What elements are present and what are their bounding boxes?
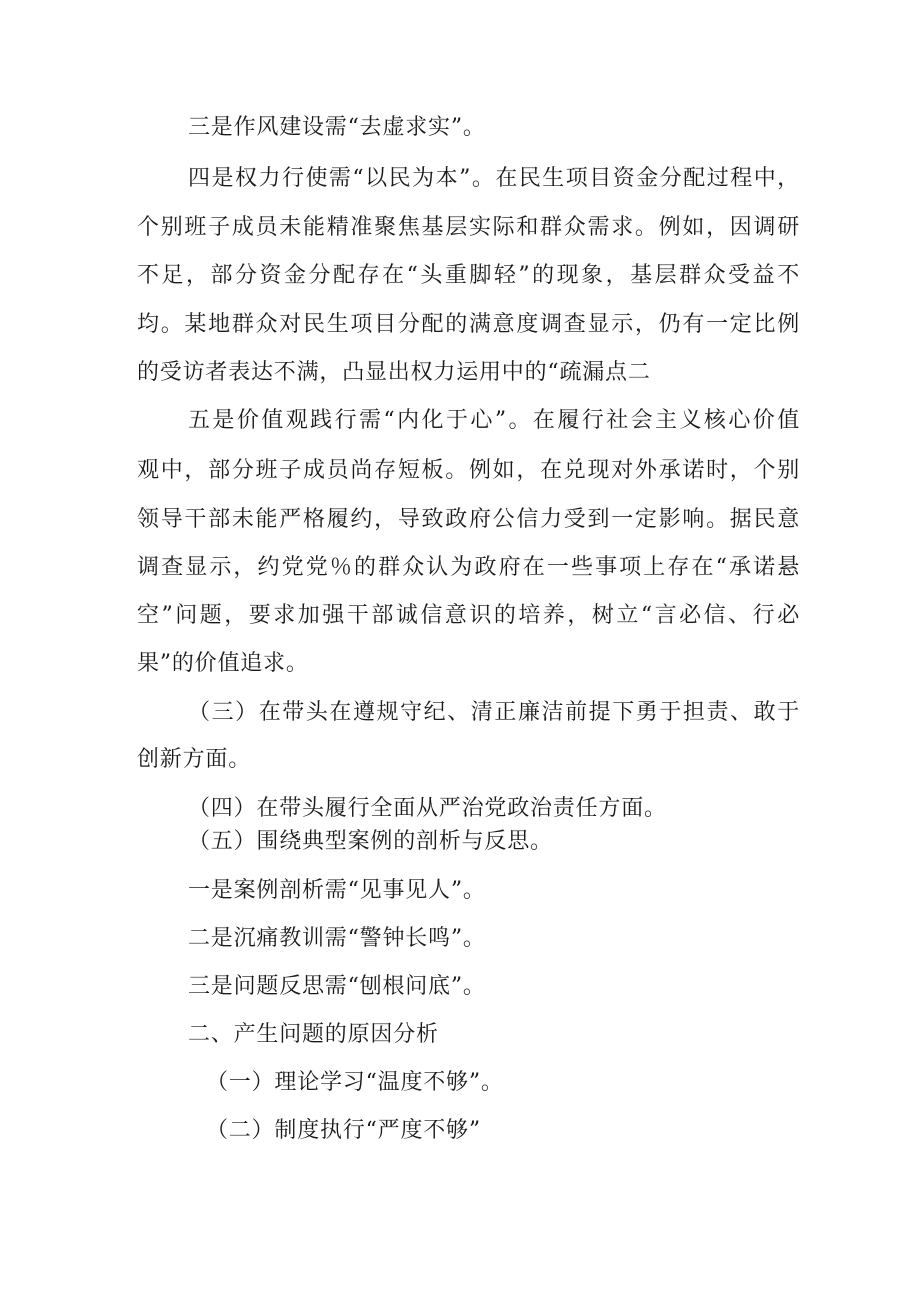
item-lessons: 二是沉痛教训需“警钟长鸣”。 (188, 926, 486, 951)
item-case-analysis: 一是案例剖析需“见事见人”。 (188, 878, 486, 903)
paragraph-power-line-2: 个别班子成员未能精准聚焦基层实际和群众需求。例如，因调研 (137, 215, 800, 240)
paragraph-values-line-5: 空”问题，要求加强干部诚信意识的培养，树立“言必信、行必 (137, 603, 800, 628)
paragraph-power-line-4: 均。某地群众对民生项目分配的满意度调查显示，仍有一定比例 (137, 312, 800, 337)
item-reflection: 三是问题反思需“刨根问底”。 (188, 974, 486, 999)
paragraph-values-line-4: 调查显示，约党党％的群众认为政府在一些事项上存在“承诺悬 (137, 555, 800, 580)
section-four: （四）在带头履行全面从严治党政治责任方面。 (188, 796, 667, 821)
cause-theory-study: （一）理论学习“温度不够”。 (206, 1070, 504, 1095)
paragraph-power-line-5: 的受访者表达不满，凸显出权力运用中的“疏漏点二 (137, 360, 651, 385)
paragraph-values-line-6: 果”的价值追求。 (137, 651, 309, 676)
paragraph-power-line-3: 不足，部分资金分配存在“头重脚轻”的现象，基层群众受益不 (137, 263, 800, 288)
section-five: （五）围绕典型案例的剖析与反思。 (188, 829, 553, 854)
section-three-line-2: 创新方面。 (137, 747, 252, 772)
section-three-line-1: （三）在带头在遵规守纪、清正廉洁前提下勇于担责、敢于 (188, 700, 800, 725)
paragraph-values-line-1: 五是价值观践行需“内化于心”。在履行社会主义核心价值 (188, 408, 800, 433)
paragraph-values-line-2: 观中，部分班子成员尚存短板。例如，在兑现对外承诺时，个别 (137, 458, 800, 483)
paragraph-work-style: 三是作风建设需“去虚求实”。 (188, 115, 486, 140)
cause-system-execution: （二）制度执行“严度不够” (206, 1118, 481, 1143)
heading-cause-analysis: 二、产生问题的原因分析 (188, 1022, 439, 1047)
paragraph-power-line-1: 四是权力行使需“以民为本”。在民生项目资金分配过程中， (188, 166, 800, 191)
paragraph-values-line-3: 领导干部未能严格履约，导致政府公信力受到一定影响。据民意 (137, 507, 800, 532)
